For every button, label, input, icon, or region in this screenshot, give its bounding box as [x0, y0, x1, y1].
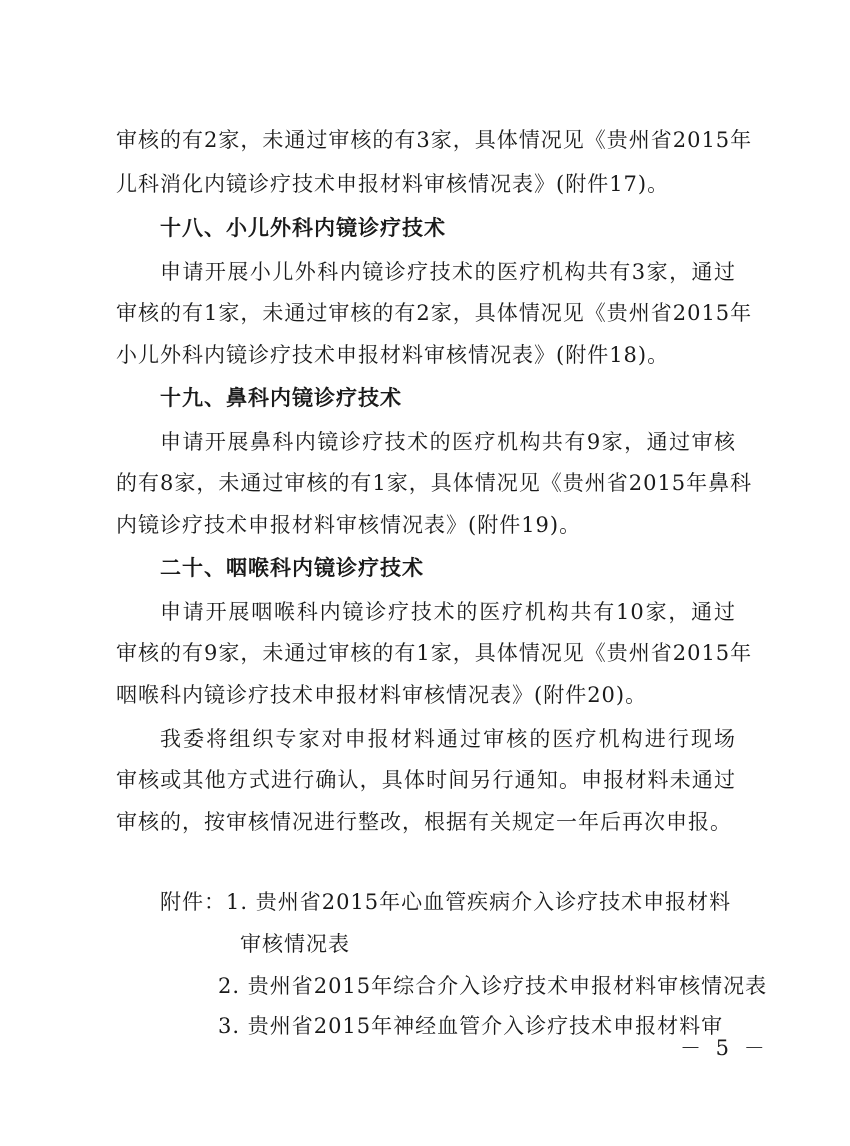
body-line: 申请开展鼻科内镜诊疗技术的医疗机构共有9家，通过审核: [160, 430, 736, 454]
body-line: 审核的，按审核情况进行整改，根据有关规定一年后再次申报。: [116, 810, 732, 834]
attachment-item: 2. 贵州省2015年综合介入诊疗技术申报材料审核情况表: [218, 974, 768, 998]
section-heading: 二十、咽喉科内镜诊疗技术: [160, 556, 424, 580]
page-number: － 5 －: [680, 1036, 769, 1060]
body-line: 审核的有2家，未通过审核的有3家，具体情况见《贵州省2015年: [116, 128, 753, 152]
body-line: 咽喉科内镜诊疗技术申报材料审核情况表》(附件20)。: [116, 683, 648, 707]
body-line: 审核的有9家，未通过审核的有1家，具体情况见《贵州省2015年: [116, 641, 753, 665]
section-heading: 十八、小儿外科内镜诊疗技术: [160, 216, 446, 240]
body-line: 儿科消化内镜诊疗技术申报材料审核情况表》(附件17)。: [116, 172, 670, 196]
body-line: 小儿外科内镜诊疗技术申报材料审核情况表》(附件18)。: [116, 343, 670, 367]
attachment-item-continued: 审核情况表: [240, 932, 350, 956]
body-line: 申请开展小儿外科内镜诊疗技术的医疗机构共有3家，通过: [160, 260, 736, 284]
body-line: 申请开展咽喉科内镜诊疗技术的医疗机构共有10家，通过: [160, 600, 736, 624]
body-line: 审核的有1家，未通过审核的有2家，具体情况见《贵州省2015年: [116, 301, 753, 325]
attachment-item: 附件：1. 贵州省2015年心血管疾病介入诊疗技术申报材料: [160, 890, 732, 914]
body-line: 的有8家，未通过审核的有1家，具体情况见《贵州省2015年鼻科: [116, 471, 753, 495]
attachment-item: 3. 贵州省2015年神经血管介入诊疗技术申报材料审: [218, 1014, 724, 1038]
body-line: 我委将组织专家对申报材料通过审核的医疗机构进行现场: [160, 727, 736, 751]
body-line: 审核或其他方式进行确认，具体时间另行通知。申报材料未通过: [116, 768, 736, 792]
body-line: 内镜诊疗技术申报材料审核情况表》(附件19)。: [116, 513, 582, 537]
section-heading: 十九、鼻科内镜诊疗技术: [160, 386, 402, 410]
